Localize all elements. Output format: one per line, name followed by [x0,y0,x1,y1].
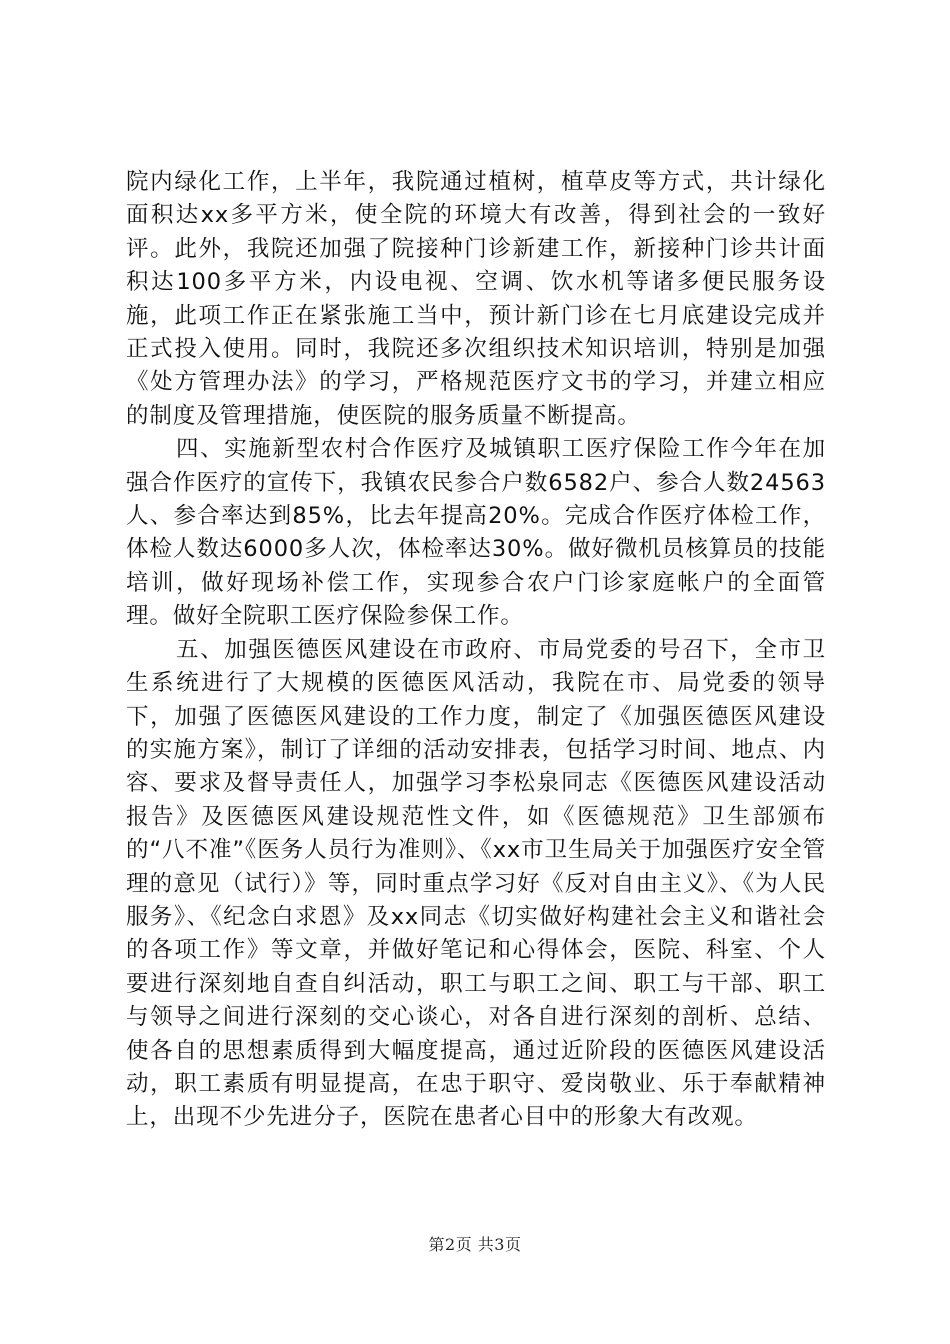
document-body [126,166,826,1135]
page-number-footer: 第2页 共3页 [428,1235,522,1254]
paragraph-greening: 院内绿化工作，上半年，我院通过植树，植草皮等方式，共计绿化面积达xx多平方米，使全院的环境大有改善，得到社会的一致好评。此外，我院还加强了院接种门诊新建工作，新接种门诊共计面积达100多平方米，内设电视、空调、饮水机等诸多便民服务设施，此项工作正在紧张施工当中，预计新门诊在七月底建设完成并正式投入使用。同时，我院还多次组织技术知识培训，特别是加强《处方管理办法》的学习，严格规范医疗文书的学习，并建立相应的制度及管理措施，使医院的服务质量不断提高。 [126,169,826,429]
paragraph-medical-ethics: 五、加强医德医风建设在市政府、市局党委的号召下，全市卫生系统进行了大规模的医德医风活动，我院在市、局党委的领导下，加强了医德医风建设的工作力度，制定了《加强医德医风建设的实施方案》，制订了详细的活动安排表，包括学习时间、地点、内容、要求及督导责任人，加强学习李松泉同志《医德医风建设活动报告》及医德医风建设规范性文件，如《医德规范》卫生部颁布的“八不准”《医务人员行为准则》、《xx市卫生局关于加强医疗安全管理的意见（试行）》等，同时重点学习好《反对自由主义》、《为人民服务》、《纪念白求恩》及xx同志《切实做好构建社会主义和谐社会的各项工作》等文章，并做好笔记和心得体会，医院、科室、个人要进行深刻地自查自纠活动，职工与职工之间、职工与干部、职工与领导之间进行深刻的交心谈心，对各自进行深刻的剖析、总结、使各自的思想素质得到大幅度提高，通过近阶段的医德医风建设活动，职工素质有明显提高，在忠于职守、爱岗敬业、乐于奉献精神上，出现不少先进分子，医院在患者心目中的形象大有改观。 [126,636,826,1131]
paragraph-medical-insurance: 四、实施新型农村合作医疗及城镇职工医疗保险工作今年在加强合作医疗的宣传下，我镇农民参合户数6582户、参合人数24563人、参合率达到85%，比去年提高20%。完成合作医疗体检工作，体检人数达6000多人次，体检率达30%。做好微机员核算员的技能培训，做好现场补偿工作，实现参合农户门诊家庭帐户的全面管理。做好全院职工医疗保险参保工作。 [126,436,826,630]
